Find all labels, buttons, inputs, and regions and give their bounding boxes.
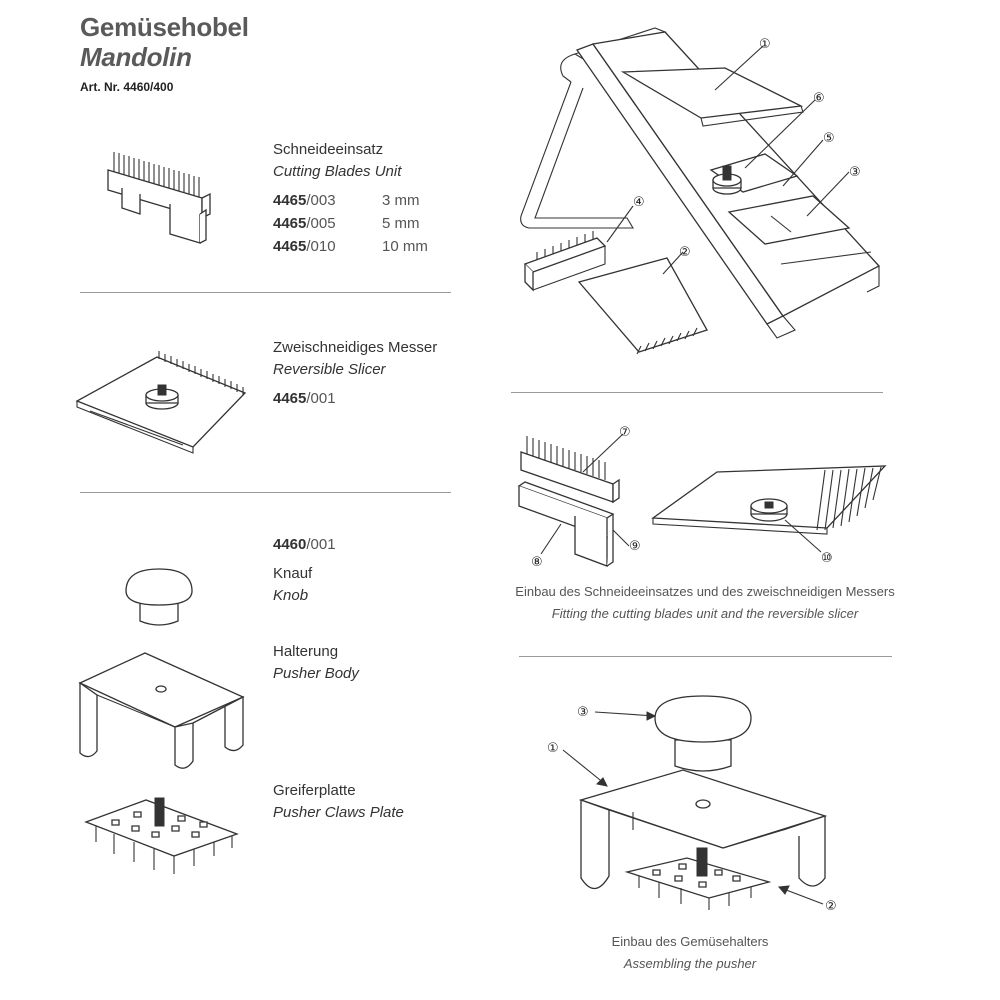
- reversible-slicer-illustration: [75, 345, 250, 455]
- pusher-code: 4460/001: [273, 536, 336, 553]
- callout: ⑨: [629, 539, 641, 554]
- variant-code: 4465/010: [273, 238, 336, 255]
- variant-size: 5 mm: [382, 215, 420, 232]
- separator: [80, 292, 451, 293]
- pusher-assembly-diagram: [535, 688, 845, 918]
- variant-size: 3 mm: [382, 192, 420, 209]
- fitting-diagram: [515, 420, 895, 570]
- pusher-body-illustration: [75, 645, 250, 775]
- title-german: Gemüsehobel: [80, 12, 249, 42]
- fitting-caption-en: Fitting the cutting blades unit and the reversible slicer: [551, 606, 859, 621]
- variant-code: 4465/003: [273, 192, 336, 209]
- mandolin-main-diagram: [515, 20, 895, 340]
- slicer-label-en: Reversible Slicer: [273, 361, 386, 378]
- callout: ④: [633, 195, 645, 210]
- slicer-code: 4465/001: [273, 390, 336, 407]
- knob-label-de: Knauf: [273, 565, 313, 582]
- separator: [519, 656, 892, 657]
- cutting-blades-label-en: Cutting Blades Unit: [273, 163, 402, 180]
- knob-label-en: Knob: [273, 587, 309, 604]
- callout: ⑤: [823, 131, 835, 146]
- separator: [511, 392, 883, 393]
- variant-code: 4465/005: [273, 215, 336, 232]
- slicer-label-de: Zweischneidiges Messer: [273, 339, 438, 356]
- assembly-caption-de: Einbau des Gemüsehalters: [611, 934, 769, 949]
- callout: ①: [759, 37, 771, 52]
- article-number: Art. Nr. 4460/400: [80, 80, 174, 94]
- callout: ②: [825, 899, 837, 914]
- callout: ⑦: [619, 425, 631, 440]
- callout: ①: [547, 741, 559, 756]
- callout: ⑩: [821, 551, 833, 566]
- assembly-caption-en: Assembling the pusher: [623, 956, 757, 971]
- variant-size: 10 mm: [382, 238, 428, 255]
- cutting-blades-illustration: [100, 148, 220, 248]
- separator: [80, 492, 451, 493]
- plate-label-en: Pusher Claws Plate: [273, 804, 404, 821]
- knob-illustration: [122, 565, 197, 630]
- callout: ⑥: [813, 91, 825, 106]
- title-english: Mandolin: [80, 42, 192, 72]
- pusher-body-label-en: Pusher Body: [273, 665, 359, 682]
- pusher-plate-illustration: [82, 782, 242, 877]
- cutting-blades-label-de: Schneideeinsatz: [273, 141, 384, 158]
- callout: ③: [849, 165, 861, 180]
- plate-label-de: Greiferplatte: [273, 782, 356, 799]
- pusher-body-label-de: Halterung: [273, 643, 339, 660]
- fitting-caption-de: Einbau des Schneideeinsatzes und des zweischneidigen Messers: [515, 584, 895, 599]
- callout: ③: [577, 705, 589, 720]
- callout: ②: [679, 245, 691, 260]
- callout: ⑧: [531, 555, 543, 570]
